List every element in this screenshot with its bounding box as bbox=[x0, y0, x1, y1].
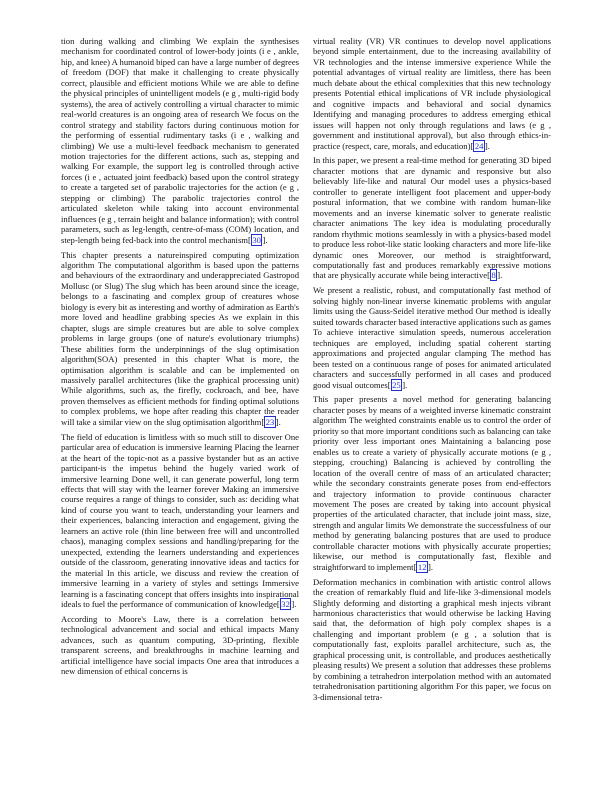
paragraph bbox=[61, 250, 299, 428]
citation-bracket-open: [ bbox=[413, 561, 417, 572]
citation-bracket-open: [ bbox=[276, 599, 280, 610]
citation-link[interactable]: 12 bbox=[417, 561, 427, 572]
citation-link[interactable]: 25 bbox=[392, 379, 401, 390]
paragraph-text: tion during walking and climbing We explain the synthesises mechanism for coordinated control of lower-body joints (i e , ankle, hip, and knee) A humanoid biped can have a large number of degrees of freedom (DOF) that make it challenging to create physically correct, plausible and efficient motions While we are able to define the physical principles of unintelligent models (e g , multi-rigid body systems), the area of actively controlling a virtual character to mimic real-world creatures is an ongoing area of research We focus on the control strategy and stability factors during continuous motion for the performing of essential rudimentary tasks (i e , walking and climbing) We use a multi-level feedback mechanism to generated motion trajectories for the different actions, such as, stepping and walking For example, the support leg is controlled through active forces (i e , actuated joint feedback) based upon the control strategy to create a targeted set of parabolic trajectories for the action (e g , stepping or climbing) The parabolic trajectories control the articulated skeleton while taking into account environmental influences (e g , terrain height and balance information); with control parameters, such as leg-length, centre-of-mass (COM) location, and step-length being fed-back into the control mechanism bbox=[61, 36, 299, 245]
citation-bracket-close: ]. bbox=[402, 379, 408, 390]
paragraph bbox=[61, 614, 299, 677]
paragraph-text: virtual reality (VR) VR continues to develop novel applications beyond simple entertainment, due to the increasing availability of VR technologies and the intense immersive experience While the potential advantages of virtual reality are limitless, there has been much debate about the ethical complexities that this new technology presents Potential ethical implications of VR include physiological and cognitive impacts and behavioral and social dynamics Identifying and managing procedures to address emerging ethical issues will happen not only through regulations and laws (e g , government and institutional approval), but also through ethics-in-practice (respect, care, morals, and education) bbox=[313, 36, 551, 151]
citation-link[interactable]: 8 bbox=[491, 270, 496, 281]
citation-link[interactable]: 32 bbox=[281, 599, 290, 610]
citation-bracket-close: ]. bbox=[497, 270, 503, 281]
paragraph-text: This paper presents a novel method for generating balancing character poses by means of a weighted inverse kinematic constraint algorithm The weighted constraints enable us to control the order of priority so that more important conditions such as balancing can take priority over less important ones Maintaining a balancing pose enables us to create a variety of physically accurate motions (e g , stepping, crouching) Balancing is achieved by controlling the location of the overall centre of mass of an articulated character; while the secondary constraints generate poses from end-effectors and trajectory information to provide continuous character movement The poses are created by taking into account physical properties of the articulated character, that include joint mass, size, strength and angular limits We demonstrate the successfulness of our method by generating balancing postures that are used to produce controllable character motions with physically accurate properties; likewise, our method is computationally fast, flexible and straightforward to implement bbox=[313, 394, 551, 572]
paragraph-text: We present a realistic, robust, and computationally fast method of solving highly non-linear inverse kinematic problems with angular limits using the Gauss-Seidel iterative method Our method is ideally suited towards character based interactive applications such as games To achieve interactive simulation speeds, numerous acceleration techniques are employed, including spatial coherent starting approximations and projected angular clamping The method has been tested on a continuous range of poses for animated articulated characters and successfully performed in all cases and produced good visual outcomes bbox=[313, 285, 551, 390]
left-column bbox=[61, 36, 299, 707]
citation-link[interactable]: 24 bbox=[474, 140, 484, 151]
citation-bracket-close: ]. bbox=[427, 561, 433, 572]
two-column-text-block bbox=[61, 36, 551, 707]
citation-bracket-open: [ bbox=[261, 416, 265, 427]
citation-bracket-close: ]. bbox=[484, 140, 490, 151]
citation-bracket-open: [ bbox=[247, 234, 251, 245]
paragraph-text: In this paper, we present a real-time method for generating 3D biped character motions that are dynamic and responsive but also believably life-like and natural Our model uses a physics-based controller to generate intelligent foot placement and upper-body postural information, that we combine with random human-like movements and an inverse kinematic solver to generate realistic character animations The key idea is modulating procedurally random rhythmic motions seamlessly in with a physics-based model to produce less robot-like static looking characters and more life-like dynamic ones Moreover, our method is straightforward, computationally fast and produces remarkably expressive motions that are physically accurate while being interactive bbox=[313, 155, 551, 281]
paragraph-text: Deformation mechanics in combination with artistic control allows the creation of remarkably fluid and life-like 3-dimensional models Slightly deforming and distorting a graphical mesh injects vibrant harmonious characteristics that would otherwise be lacking Having said that, the deformation of high poly complex shapes is a challenging and important problem (e g , a solution that is computationally fast, exploits parallel architecture, such as, the graphical processing unit, is controllable, and produces aesthetically pleasing results) We present a solution that addresses these problems by combining a tetrahedron interpolation method with an automated tetrahedronisation partitioning algorithm For this paper, we focus on 3-dimensional tetra- bbox=[313, 576, 551, 702]
citation-bracket-open: [ bbox=[470, 140, 474, 151]
citation-bracket-open: [ bbox=[487, 270, 490, 281]
paragraph-text: This chapter presents a natureinspired computing optimization algorithm The computational algorithm is based upon the patterns and behaviours of the extraordinary and underappreciated Gastropod Mollusc (or Slug) The slug which has been around since the iceage, belongs to a fascinating and complex group of creatures whose biology is every bit as interesting and worthy of admiration as Earth's more loved and headline grabbing species As we explain in this chapter, slugs are simple creatures but are able to solve complex problems in large groups (one of nature's evolutionary triumphs) These abilities form the underpinnings of the slug optimisation algorithm(SOA) presented in this chapter What is more, the optimisation algorithm is scalable and can be implemented on massively parallel architectures (like the graphical processing unit) While algorithms, such as, the firefly, cockroach, and bee, have proven themselves as efficient methods for finding optimal solutions to complex problems, we hope after reading this chapter the reader will take a similar view on the slug optimisation algorithm bbox=[61, 249, 299, 427]
paragraph bbox=[313, 155, 551, 280]
citation-link[interactable]: 30 bbox=[252, 234, 261, 245]
citation-bracket-open: [ bbox=[387, 379, 391, 390]
paragraph-text: According to Moore's Law, there is a correlation between technological advancement and social and ethical impacts Many advances, such as quantum computing, 3D-printing, flexible transparent screens, and breakthroughs in machine learning and artificial intelligence have social impacts One area that introduces a new dimension of ethical concerns is bbox=[61, 613, 299, 677]
citation-bracket-close: ]. bbox=[275, 416, 281, 427]
paragraph-text: The field of education is limitless with so much still to discover One particular area of education is immersive learning Placing the learner at the heart of the topic-not as a passive bystander but as an active participant-is the impetus behind the hugely varied work of immersive learning Done well, it can generate powerful, long term effects that will stay with the learner forever Making an immersive course requires a range of things to consider, such as: deciding what kind of course you want to teach, understanding your learners and their experiences, balancing interaction and engagement, giving the learners an active role (thin line between free will and uncontrolled chaos), managing complex sessions and handling/preparing for the unexpected, extending the learners understanding and experiences outside of the classroom, generating innovative ideas and tactics for the material In this article, we discuss and review the creation of immersive learning in a variety of styles and settings Immersive learning is a fascinating concept that offers insights into inspirational ideals to fuel the performance of communication of knowledge bbox=[61, 431, 299, 610]
citation-bracket-close: ]. bbox=[262, 234, 268, 245]
citation-link[interactable]: 23 bbox=[265, 416, 275, 427]
paragraph bbox=[313, 577, 551, 702]
right-column bbox=[313, 36, 551, 707]
citation-bracket-close: ]. bbox=[291, 599, 297, 610]
paragraph bbox=[313, 285, 551, 390]
paragraph bbox=[313, 36, 551, 151]
paragraph bbox=[313, 394, 551, 572]
paragraph bbox=[61, 432, 299, 610]
paragraph bbox=[61, 36, 299, 245]
